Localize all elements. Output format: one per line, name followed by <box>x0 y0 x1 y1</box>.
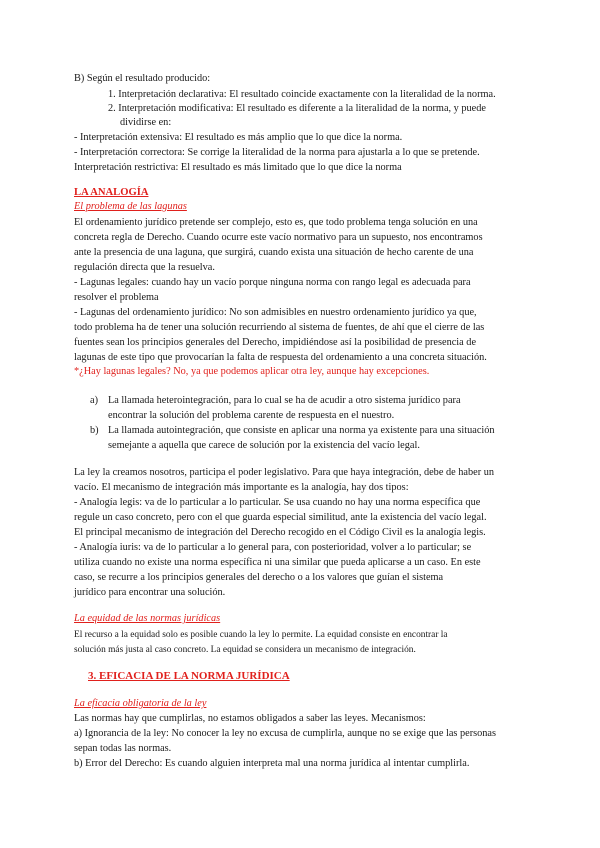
paragraph-line: jurídico para encontrar una solución. <box>74 587 226 598</box>
list-item-b-line: semejante a aquella que carece de solución por la existencia del vacío legal. <box>108 440 420 451</box>
lagunas-subtitle: El problema de las lagunas <box>74 201 187 212</box>
item-declarativa: 1. Interpretación declarativa: El resultado coincide exactamente con la literalidad de la norma. <box>108 89 496 100</box>
paragraph-line: El ordenamiento jurídico pretende ser complejo, esto es, que todo problema tenga solución en una <box>74 217 478 228</box>
paragraph-line: utiliza cuando no existe una norma específica ni una similar que pueda aplicarse a un caso. En este <box>74 557 481 568</box>
paragraph-line: ante la presencia de una laguna, que surgirá, cuando exista una situación de hecho carente de una <box>74 247 474 258</box>
list-item-b-line: La llamada autointegración, que consiste en aplicar una norma ya existente para una situación <box>108 425 495 436</box>
equidad-subtitle: La equidad de las normas jurídicas <box>74 613 221 624</box>
analogia-iuris: - Analogía iuris: va de lo particular a lo general para, con posterioridad, volver a lo particular; se <box>74 542 472 553</box>
paragraph-line: - Lagunas del ordenamiento jurídico: No son admisibles en nuestro ordenamiento jurídico ya que, <box>74 307 477 318</box>
paragraph-line: regule un caso concreto, pero con el que guarda especial similitud, ante la existencia del vacío legal. <box>74 512 487 523</box>
item-modificativa: 2. Interpretación modificativa: El resultado es diferente a la literalidad de la norma, y puede <box>108 103 486 114</box>
paragraph-line: El recurso a la equidad solo es posible cuando la ley lo permite. La equidad consiste en encontrar la <box>74 630 448 640</box>
lagunas-legales: - Lagunas legales: cuando hay un vacío porque ninguna norma con rango legal es adecuada para <box>74 277 471 288</box>
paragraph-line: todo problema ha de tener una solución recurriendo al sistema de fuentes, de ahí que el cierre de las <box>74 322 485 333</box>
paragraph-line: La ley la creamos nosotros, participa el poder legislativo. Para que haya integración, debe de haber un <box>74 467 495 478</box>
paragraph-line: El principal mecanismo de integración del Derecho recogido en el Código Civil es la analogía legis. <box>74 527 486 538</box>
interpretacion-restrictiva: Interpretación restrictiva: El resultado es más limitado que lo que dice la norma <box>74 162 402 173</box>
list-marker-b: b) <box>90 425 99 436</box>
paragraph-line: solución más justa al caso concreto. La equidad se considera un mecanismo de integración. <box>74 645 416 655</box>
paragraph-line: regulación directa que la resuelva. <box>74 262 215 273</box>
list-marker-a: a) <box>90 395 98 406</box>
interpretacion-extensiva: - Interpretación extensiva: El resultado es más amplio que lo que dice la norma. <box>74 132 403 143</box>
lagunas-question: *¿Hay lagunas legales? No, ya que podemos aplicar otra ley, aunque hay excepciones. <box>74 366 430 377</box>
paragraph-line: vacío. El mecanismo de integración más importante es la analogía, hay dos tipos: <box>74 482 409 493</box>
paragraph-line: fuentes sean los principios generales del Derecho, impidiéndose así la posibilidad de presencia de <box>74 337 477 348</box>
paragraph-line: a) Ignorancia de la ley: No conocer la ley no excusa de cumplirla, aunque no se exige que las personas <box>74 728 497 739</box>
paragraph-line: lagunas de este tipo que provocarían la falta de respuesta del ordenamiento a una concreta situación. <box>74 352 487 363</box>
analogia-legis: - Analogía legis: va de lo particular a lo particular. Se usa cuando no hay una norma específica que <box>74 497 481 508</box>
paragraph-line: sepan todas las normas. <box>74 743 172 754</box>
section-b-heading: B) Según el resultado producido: <box>74 73 211 84</box>
eficacia-subtitle: La eficacia obligatoria de la ley <box>74 698 207 709</box>
list-item-a-line: La llamada heterointegración, para lo cual se ha de acudir a otro sistema jurídico para <box>108 395 461 406</box>
paragraph-line: concreta regla de Derecho. Cuando ocurre este vacío normativo para un supuesto, nos encontramos <box>74 232 483 243</box>
list-item-a-line: encontrar la solución del problema carente de respuesta en el nuestro. <box>108 410 395 421</box>
paragraph-line: caso, se recurre a los principios generales del derecho o a los valores que guían el sistema <box>74 572 444 583</box>
paragraph-line: Las normas hay que cumplirlas, no estamos obligados a saber las leyes. Mecanismos: <box>74 713 426 724</box>
paragraph-line: b) Error del Derecho: Es cuando alguien interpreta mal una norma jurídica al intentar cumplirla. <box>74 758 470 769</box>
analogia-title: LA ANALOGÍA <box>74 187 149 198</box>
item-modificativa-cont: dividirse en: <box>120 117 172 128</box>
eficacia-title: 3. EFICACIA DE LA NORMA JURÍDICA <box>88 670 290 682</box>
lagunas-legales-cont: resolver el problema <box>74 292 159 303</box>
interpretacion-correctora: - Interpretación correctora: Se corrige la literalidad de la norma para ajustarla a lo que se pretende. <box>74 147 480 158</box>
